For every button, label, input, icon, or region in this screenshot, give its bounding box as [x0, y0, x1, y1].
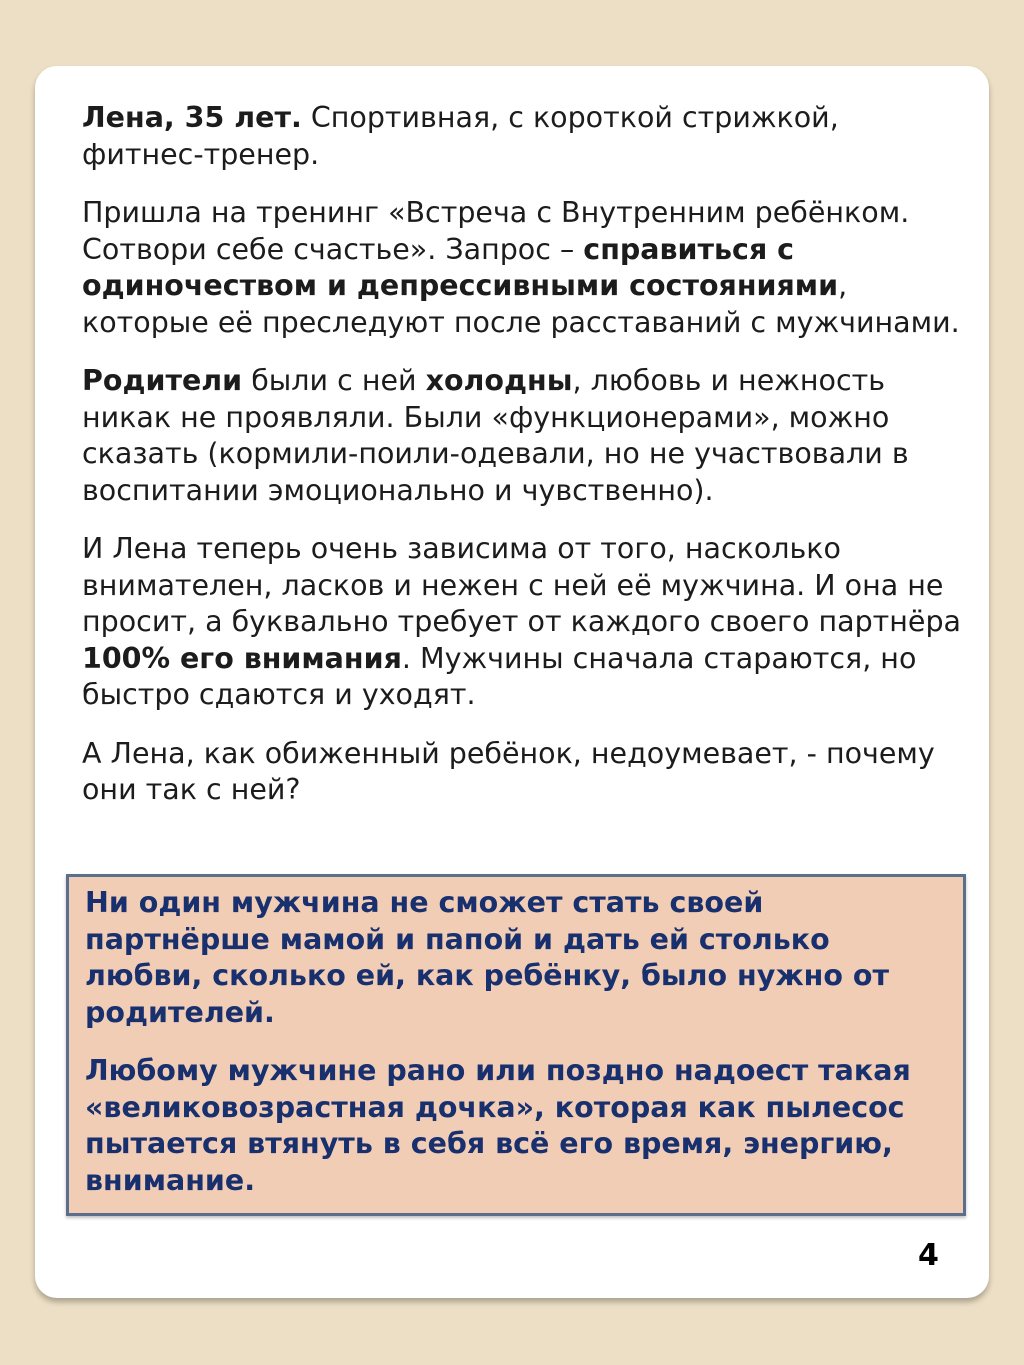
paragraph-dependency: И Лена теперь очень зависима от того, насколько внимателен, ласков и нежен с ней её мужчина. И она не просит, а буквально требует от каждого своего партнёра 100% его внимания. Мужчины сначала стараются, но быстро сдаются и уходят.: [82, 532, 962, 711]
conclusion-callout: [66, 874, 966, 1216]
callout-paragraph-2: Любому мужчине рано или поздно надоест такая «великовозрастная дочка», которая как пылесос пытается втянуть в себя всё его время, энергию, внимание.: [85, 1054, 911, 1197]
paragraph-intro: Лена, 35 лет. Спортивная, с короткой стрижкой, фитнес-тренер.: [82, 101, 839, 171]
paragraph-parents: Родители были с ней холодны, любовь и нежность никак не проявляли. Были «функционерами», можно сказать (кормили-поили-одевали, но не участвовали в воспитании эмоционально и чувственно).: [82, 364, 909, 507]
name-age: Лена, 35 лет.: [82, 101, 302, 134]
page-number: 4: [918, 1238, 939, 1273]
callout-paragraph-1: Ни один мужчина не сможет стать своей партнёрше мамой и папой и дать ей столько любви, сколько ей, как ребёнку, было нужно от родителей.: [85, 886, 889, 1029]
paragraph-request: Пришла на тренинг «Встреча с Внутренним ребёнком. Сотвори себе счастье». Запрос – справиться с одиночеством и депрессивными состояниями, которые её преследуют после расставаний с мужчинами.: [82, 196, 960, 339]
story-text: [82, 100, 962, 831]
paragraph-question: А Лена, как обиженный ребёнок, недоумевает, - почему они так с ней?: [82, 736, 935, 806]
request-emphasis: справиться с одиночеством и депрессивными состояниями: [82, 232, 839, 302]
